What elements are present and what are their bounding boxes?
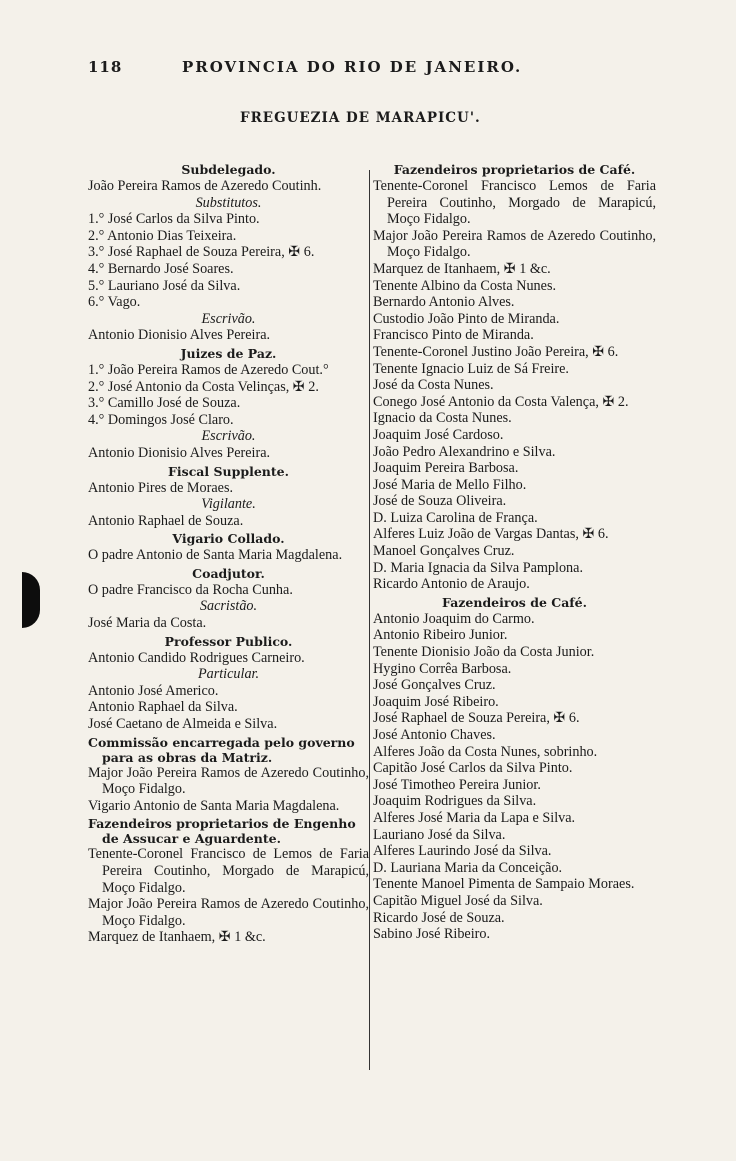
page-header — [88, 58, 558, 80]
entry: José Maria de Mello Filho. — [373, 476, 527, 493]
entry: Francisco Pinto de Miranda. — [373, 327, 534, 344]
entry: Hygino Corrêa Barbosa. — [373, 660, 512, 677]
entry: Alferes João da Costa Nunes, sobrinho. — [373, 743, 598, 760]
heading-particular: Particular. — [197, 666, 260, 683]
entry: Capitão José Carlos da Silva Pinto. — [373, 760, 573, 777]
entry: Tenente Albino da Costa Nunes. — [373, 277, 557, 294]
section-title: FREGUEZIA DE MARAPICU'. — [240, 110, 481, 126]
entry: José Timotheo Pereira Junior. — [373, 776, 541, 793]
entry: José Caetano de Almeida e Silva. — [88, 716, 278, 733]
entry: Antonio Candido Rodrigues Carneiro. — [88, 649, 305, 666]
entry: 4.° Domingos José Claro. — [88, 411, 234, 428]
entry: 5.° Lauriano José da Silva. — [88, 277, 241, 294]
page-edge-blot — [22, 572, 40, 628]
entry: Joaquim José Ribeiro. — [373, 693, 499, 710]
entry: D. Maria Ignacia da Silva Pamplona. — [373, 559, 583, 576]
entry: 4.° Bernardo José Soares. — [88, 260, 234, 277]
entry: O padre Francisco da Rocha Cunha. — [88, 581, 293, 598]
entry: Tenente-Coronel Francisco Lemos de Faria Pereira Coutinho, Morgado de Marapicú, Moço Fidalgo. — [373, 178, 656, 228]
entry: Tenente Manoel Pimenta de Sampaio Moraes. — [373, 876, 635, 893]
entry: Lauriano José da Silva. — [373, 826, 506, 843]
heading-cafe-proprietarios: Fazendeiros proprietarios de Café. — [393, 162, 636, 177]
entry: Major João Pereira Ramos de Azeredo Coutinho, Moço Fidalgo. — [88, 896, 369, 929]
entry: José Maria da Costa. — [88, 615, 207, 632]
entry: José Raphael de Souza Pereira, ✠ 6. — [373, 710, 580, 727]
entry: 6.° Vago. — [88, 294, 141, 311]
entry: José Gonçalves Cruz. — [373, 677, 496, 694]
entry: Antonio Ribeiro Junior. — [373, 627, 508, 644]
entry: Alferes Laurindo José da Silva. — [373, 843, 552, 860]
entry: Antonio Dionisio Alves Pereira. — [88, 327, 271, 344]
entry: José de Souza Oliveira. — [373, 493, 507, 510]
entry: Major João Pereira Ramos de Azeredo Coutinho, Moço Fidalgo. — [88, 764, 369, 798]
entry: Tenente Ignacio Luiz de Sá Freire. — [373, 360, 569, 377]
entry: Tenente-Coronel Justino João Pereira, ✠ 6. — [373, 343, 619, 360]
heading-escrivao: Escrivão. — [201, 310, 256, 327]
heading-substitutos: Substitutos. — [195, 194, 262, 211]
entry: Alferes José Maria da Lapa e Silva. — [373, 809, 576, 826]
entry: Ignacio da Costa Nunes. — [373, 410, 512, 427]
heading-vigilante: Vigilante. — [201, 496, 256, 513]
entry: D. Luiza Carolina de França. — [373, 509, 538, 526]
heading-sacristao: Sacristão. — [199, 598, 258, 615]
entry: 3.° Camillo José de Souza. — [88, 395, 241, 412]
entry: Tenente Dionisio João da Costa Junior. — [373, 644, 595, 661]
entry: Antonio José Americo. — [88, 682, 219, 699]
heading-cafe: Fazendeiros de Café. — [442, 594, 587, 610]
entry: Joaquim Pereira Barbosa. — [373, 460, 519, 477]
heading-coadjutor: Coadjutor. — [192, 565, 265, 581]
entry: Tenente-Coronel Francisco de Lemos de Faria Pereira Coutinho, Morgado de Marapicú, Moço Fidalgo. — [88, 846, 369, 896]
entry: João Pereira Ramos de Azeredo Coutinh. — [88, 178, 322, 194]
entry: Antonio Pires de Moraes. — [88, 479, 234, 496]
entry: Custodio João Pinto de Miranda. — [373, 310, 560, 327]
entry: Bernardo Antonio Alves. — [373, 294, 515, 311]
heading-vigario: Vigario Collado. — [172, 531, 285, 547]
entry: Antonio Joaquim do Carmo. — [373, 610, 535, 627]
heading-escrivao: Escrivão. — [201, 428, 256, 445]
entry: Antonio Dionisio Alves Pereira. — [88, 444, 271, 461]
heading-commissao: Commissão encarregada pelo governo para as obras da Matriz. — [88, 734, 355, 765]
entry: Antonio Raphael de Souza. — [88, 512, 244, 529]
entry: 1.° José Carlos da Silva Pinto. — [88, 211, 260, 228]
heading-subdelegado: Subdelegado. — [181, 162, 276, 177]
column-divider — [369, 170, 370, 1070]
entry: 2.° José Antonio da Costa Velinças, ✠ 2. — [88, 378, 319, 395]
entry: Alferes Luiz João de Vargas Dantas, ✠ 6. — [373, 526, 609, 543]
heading-fiscal: Fiscal Supplente. — [168, 463, 289, 479]
entry: Vigario Antonio de Santa Maria Magdalena. — [88, 797, 340, 814]
entry: Manoel Gonçalves Cruz. — [373, 543, 515, 560]
running-title: PROVINCIA DO RIO DE JANEIRO. — [182, 58, 523, 76]
left-column — [88, 160, 369, 946]
heading-professor: Professor Publico. — [164, 633, 293, 649]
entry: Marquez de Itanhaem, ✠ 1 &c. — [373, 260, 551, 277]
entry: Antonio Raphael da Silva. — [88, 699, 238, 716]
entry: D. Lauriana Maria da Conceição. — [373, 859, 563, 876]
entry: Major João Pereira Ramos de Azeredo Coutinho, Moço Fidalgo. — [373, 227, 656, 261]
entry: Capitão Miguel José da Silva. — [373, 892, 543, 909]
entry: Ricardo José de Souza. — [373, 909, 505, 926]
entry: 1.° João Pereira Ramos de Azeredo Cout.° — [88, 361, 329, 378]
entry: Joaquim Rodrigues da Silva. — [373, 793, 537, 810]
entry: José da Costa Nunes. — [373, 377, 494, 394]
heading-engenho: Fazendeiros proprietarios de Engenho de Assucar e Aguardente. — [88, 816, 356, 847]
entry: José Antonio Chaves. — [373, 727, 496, 743]
right-column — [373, 160, 656, 943]
heading-juizes: Juizes de Paz. — [180, 345, 277, 361]
entry: Marquez de Itanhaem, ✠ 1 &c. — [88, 929, 266, 946]
entry: João Pedro Alexandrino e Silva. — [373, 443, 556, 460]
entry: O padre Antonio de Santa Maria Magdalena. — [88, 547, 343, 564]
entry: Ricardo Antonio de Araujo. — [373, 576, 530, 593]
entry: Conego José Antonio da Costa Valença, ✠ 2. — [373, 393, 629, 410]
entry: Joaquim José Cardoso. — [373, 426, 504, 443]
page-number: 118 — [88, 58, 123, 76]
entry: 3.° José Raphael de Souza Pereira, ✠ 6. — [88, 244, 315, 261]
entry: 2.° Antonio Dias Teixeira. — [88, 227, 237, 244]
entry: Sabino José Ribeiro. — [373, 926, 491, 943]
